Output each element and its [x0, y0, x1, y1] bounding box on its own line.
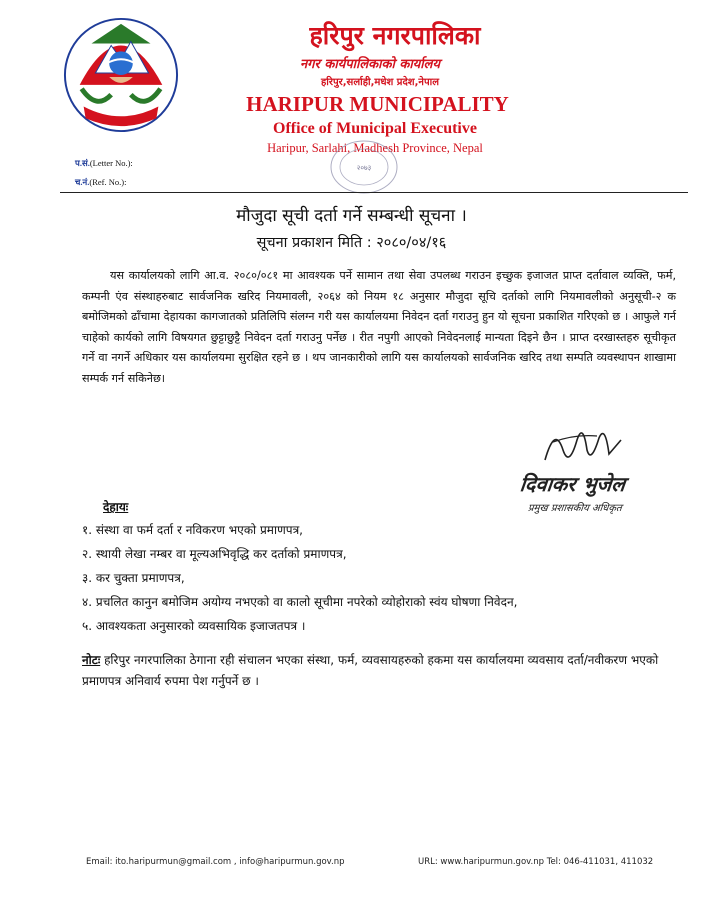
note-text: हरिपुर नगरपालिका ठेगाना रही संचालन भएका संस्था, फर्म, व्यवसायहरुको हकमा यस कार्यालयमा व्यवसाय दर्ता/नवीकरण भएको प्रमाणपत्र अनिवार्य रुपमा पेश गर्नुपर्ने छ ।: [82, 653, 659, 688]
requirements-heading: देहायः: [103, 500, 129, 514]
requirements-list: [82, 518, 682, 638]
office-title-nepali: नगर कार्यपालिकाको कार्यालय: [299, 57, 441, 72]
list-item: १. संस्था वा फर्म दर्ता र नविकरण भएको प्रमाणपत्र,: [82, 523, 304, 537]
notice-title: मौजुदा सूची दर्ता गर्ने सम्बन्धी सूचना ।: [236, 206, 467, 226]
stamp-year: २०७३: [356, 164, 372, 172]
municipality-title-english: HARIPUR MUNICIPALITY: [246, 92, 509, 116]
municipality-title-nepali: हरिपुर नगरपालिका: [309, 21, 481, 50]
signature-scribble: [525, 420, 645, 475]
header-divider: [60, 192, 688, 193]
notice-body: यस कार्यालयको लागि आ.व. २०८०/०८१ मा आवश्यक पर्ने सामान तथा सेवा उपलब्ध गराउन इच्छुक इजाजत प्राप्त दर्तावाल व्यक्ति, फर्म, कम्पनी एंव संस्थाहरुबाट सार्वजनिक खरिद नियमावली, २०६४ को नियम १८ अनुसार मौजुदा सूचि दर्ताको लागि नियमावलीको अनुसूची-२ क बमोजिमको ढाँचामा देहायका कागजातको प्रतिलिपि संलग्न गरी यस कार्यालयमा निवेदन दर्ता गराउनु हुन यो सूचना प्रकाशित गरिएको छ । आफुले गर्न चाहेको कार्यको लागि विषयगत छुट्टाछुट्टै निवेदन दर्ता गराउनु पर्नेछ । रीत नपुगी आएको निवेदनलाई मान्यता दिइने छैन । प्राप्त दरखास्तहरु सूचीकृत गर्ने वा नगर्ने अधिकार यस कार्यालयमा सुरक्षित रहने छ । थप जानकारीको लागि यस कार्यालयको सार्वजनिक खरिद तथा सम्पति व्यवस्थापन शाखामा सम्पर्क गर्न सकिनेछ।: [82, 269, 676, 385]
list-item: २. स्थायी लेखा नम्बर वा मूल्यअभिवृद्धि कर दर्ताको प्रमाणपत्र,: [82, 547, 347, 561]
letter-number-label-en: (Letter No.):: [89, 158, 133, 168]
list-item: ५. आवश्यकता अनुसारको व्यवसायिक इजाजतपत्र ।: [82, 619, 306, 633]
municipality-emblem: [62, 16, 180, 134]
list-item: ३. कर चुक्ता प्रमाणपत्र,: [82, 571, 185, 585]
note-paragraph: [82, 650, 682, 692]
signatory-title: प्रमुख प्रशासकीय अधिकृत: [527, 503, 623, 514]
reference-number-label: च.नं.: [75, 177, 90, 187]
notice-publication-date: सूचना प्रकाशन मिति : २०८०/०४/१६: [256, 235, 447, 251]
office-stamp: [328, 138, 400, 196]
reference-number-label-en: (Ref. No.):: [89, 177, 127, 187]
list-item: ४. प्रचलित कानुन बमोजिम अयोग्य नभएको वा कालो सूचीमा नपरेको व्योहोराको स्वंय घोषणा निवेदन,: [82, 595, 518, 609]
letter-number-label: प.सं.: [75, 158, 90, 168]
footer-email: Email: ito.haripurmun@gmail.com , info@haripurmun.gov.np: [86, 857, 345, 867]
address-english: Haripur, Sarlahi, Madhesh Province, Nepal: [267, 141, 483, 155]
note-label: नोटः: [82, 653, 101, 667]
footer-url-phone: URL: www.haripurmun.gov.np Tel: 046-411031, 411032: [418, 857, 654, 867]
signatory-name: दिवाकर भुजेल: [518, 472, 627, 496]
office-title-english: Office of Municipal Executive: [273, 120, 477, 137]
reference-number-field: [75, 177, 126, 188]
letter-number-field: [75, 158, 133, 169]
address-nepali: हरिपुर,सर्लाही,मधेश प्रदेश,नेपाल: [321, 77, 439, 88]
